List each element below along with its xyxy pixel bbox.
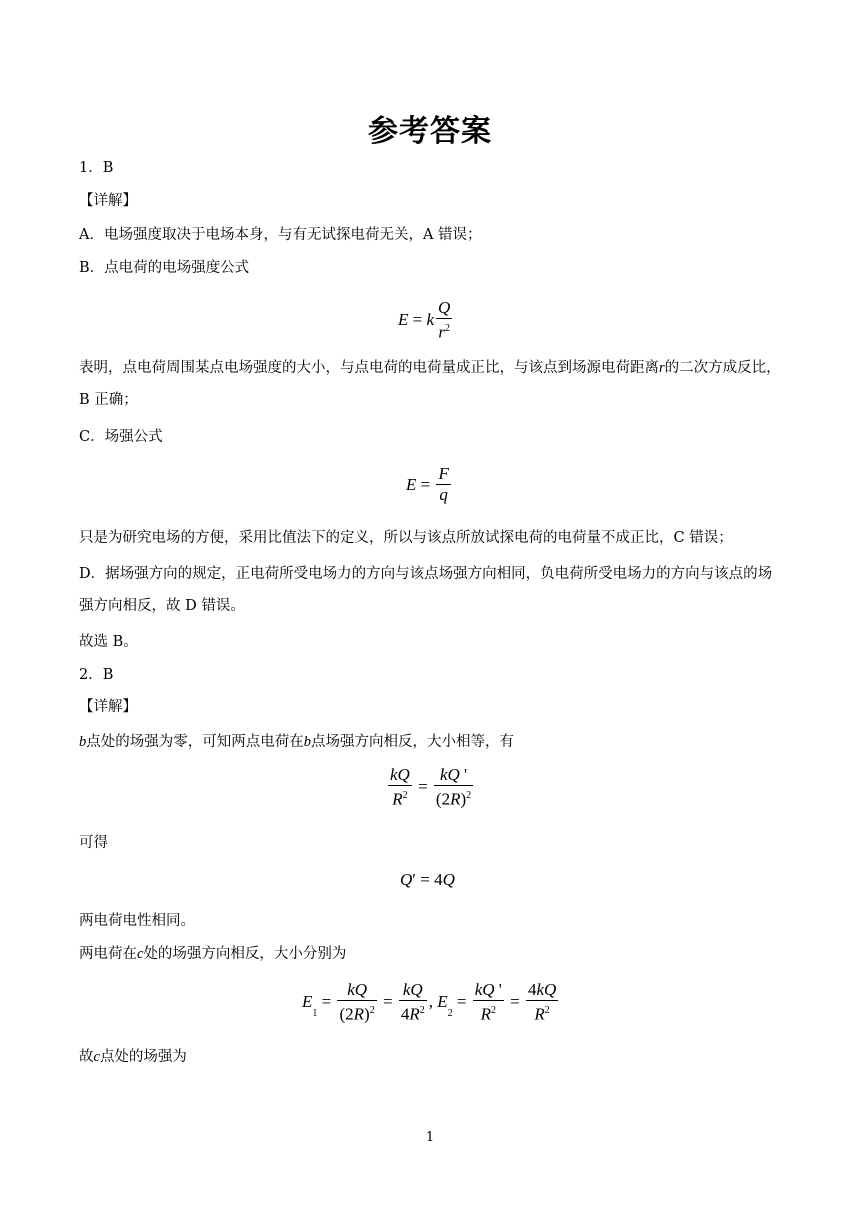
q1-conclusion: 故选 B。 (79, 634, 138, 650)
q2-line-1: b点处的场强为零，可知两点电荷在b点场强方向相反，大小相等，有 (79, 734, 514, 750)
q1-option-b-intro: B．点电荷的电场强度公式 (79, 260, 250, 276)
q1-option-b-explanation: 表明，点电荷周围某点电场强度的大小，与点电荷的电荷量成正比，与该点到场源电荷距离r的二次方成反比，B 正确； (79, 360, 781, 408)
q1-option-d: D．据场强方向的规定，正电荷所受电场力的方向与该点场强方向相同，负电荷所受电场力的方向与该点的场强方向相反，故 D 错误。 (79, 566, 773, 614)
q1-option-a: A．电场强度取决于电场本身，与有无试探电荷无关，A 错误； (79, 227, 482, 243)
page-title: 参考答案 (368, 114, 492, 149)
formula-field-balance: $\frac{kQ}{R^2}$ = $\frac{kQ '}{(2R)^2}$ (390, 765, 472, 809)
page-number: 1 (425, 1130, 435, 1145)
formula-charge-ratio: Q′ = 4Q (400, 870, 455, 889)
q2-detail-label: 【详解】 (79, 699, 137, 715)
q2-final-line: 故c点处的场强为 (79, 1049, 187, 1065)
q2-answer: 2．B (79, 667, 114, 683)
formula-field-definition: E = $\frac{F}{q}$ (406, 464, 449, 504)
formula-point-charge-field: E = k $\frac{Q}{r^2}$ (398, 298, 451, 342)
q1-option-c-explanation: 只是为研究电场的方便，采用比值法下的定义，所以与该点所放试探电荷的电荷量不成正比，C 错误； (79, 530, 733, 546)
formula-fields-e1-e2: $E_1$ = $\frac{kQ}{(2R)^2}$ = $\frac{kQ}{4R^2}$ , $E_2$ = $\frac{kQ '}{R^2}$ = $\frac{4kQ}{R^2}$ (302, 980, 557, 1024)
q1-option-c-intro: C．场强公式 (79, 429, 163, 445)
q2-same-sign: 两电荷电性相同。 (79, 913, 195, 929)
q2-kede: 可得 (79, 835, 108, 851)
q1-answer: 1．B (79, 160, 114, 176)
q2-c-intro: 两电荷在c处的场强方向相反，大小分别为 (79, 946, 347, 962)
q1-detail-label: 【详解】 (79, 193, 137, 209)
